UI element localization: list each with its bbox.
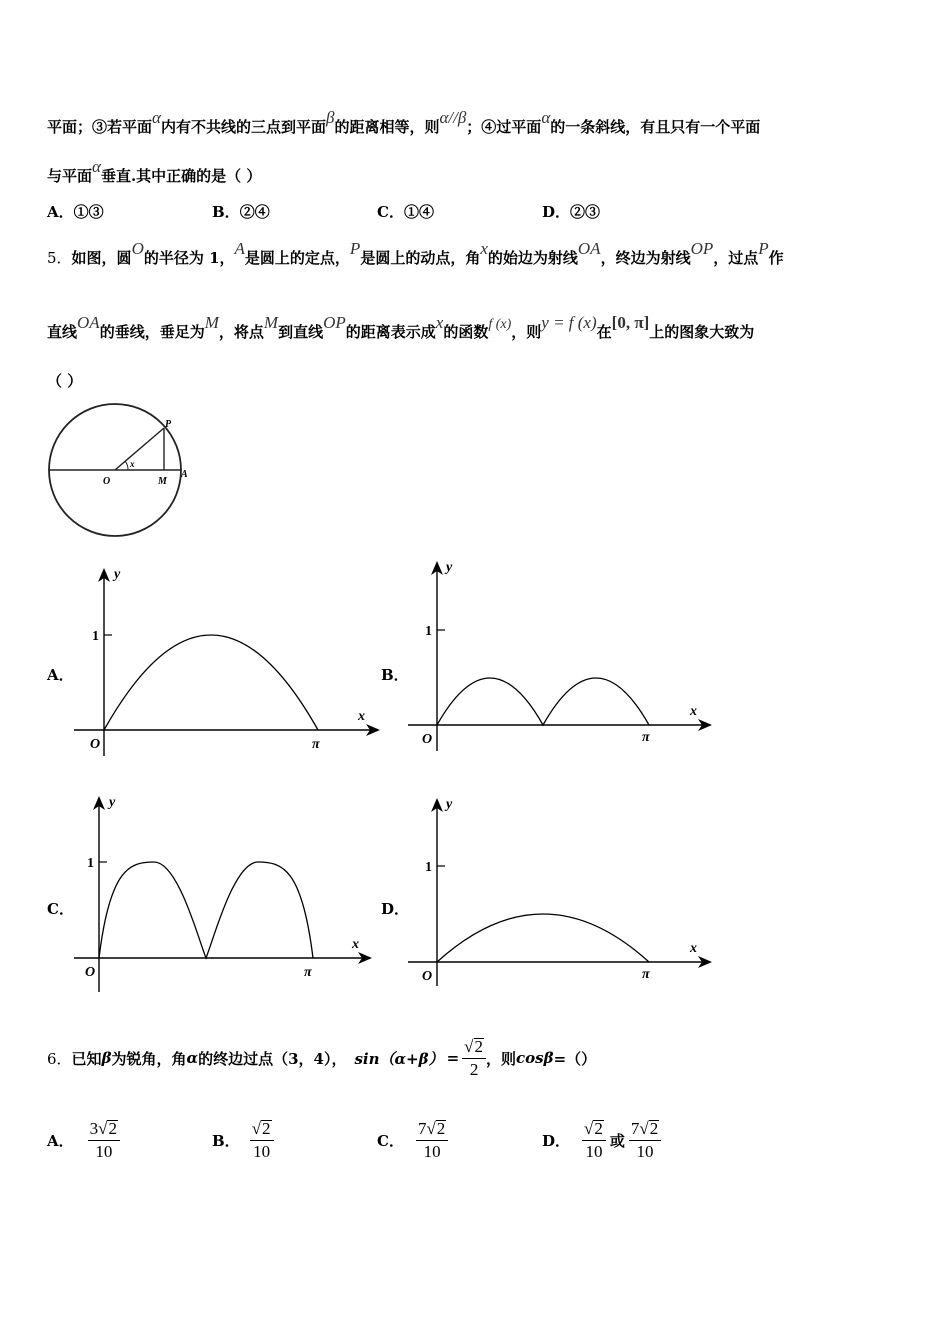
math-sin-alpha-beta: sin（α+β） <box>354 1049 444 1068</box>
denominator: 2 <box>469 1059 479 1079</box>
q6-text: 为锐角，角 <box>111 1049 187 1068</box>
math-OA: OA <box>77 313 100 332</box>
label-M: M <box>158 476 167 487</box>
q5-text: 的垂线，垂足为 <box>99 323 205 341</box>
math-P: P <box>758 239 769 258</box>
math-alpha: α <box>92 157 101 176</box>
q5-text: 上的图象大致为 <box>649 323 755 341</box>
function-curve <box>437 678 649 725</box>
graph-option-d[interactable] <box>404 790 724 990</box>
label-pi: π <box>304 965 312 980</box>
label-origin: O <box>422 969 433 984</box>
denominator: 10 <box>423 1141 441 1161</box>
graph-option-c-label: C． <box>47 900 74 918</box>
unit-circle-figure <box>40 398 200 543</box>
q4-text: 与平面 <box>47 167 93 185</box>
option-fraction: $\frac{√2}{10}$ <box>582 1118 606 1163</box>
q5-line3: （ ） <box>47 372 83 390</box>
q5-number: 5． <box>47 249 72 267</box>
label-x: x <box>130 459 135 469</box>
option-text: ①③ <box>73 203 104 221</box>
math-OP: OP <box>323 313 346 332</box>
q4-text: ；④过平面 <box>466 118 542 136</box>
math-OA: OA <box>577 239 601 258</box>
option-fraction: $\frac{3√2}{10}$ <box>88 1118 120 1163</box>
math-beta: β <box>101 1049 112 1067</box>
q6-text: =（） <box>553 1049 597 1068</box>
label-x: x <box>352 937 359 952</box>
q5-text: 如图，圆 <box>71 249 132 267</box>
label-y: y <box>446 797 453 812</box>
math-x: x <box>480 239 488 258</box>
option-text: ①④ <box>403 203 434 221</box>
q5-text: 到直线 <box>278 323 324 341</box>
label-one: 1 <box>425 860 432 875</box>
q6-text: ，则 <box>486 1049 517 1068</box>
q4-text: 的距离相等，则 <box>334 118 440 136</box>
q6-option-c[interactable] <box>377 1114 448 1166</box>
math-alpha: α <box>152 108 161 127</box>
q5-text: 是圆上的动点，角 <box>360 249 481 267</box>
label-x: x <box>690 941 697 956</box>
function-curve <box>437 914 649 962</box>
coefficient: 7 <box>417 1118 427 1138</box>
graph-option-b-label: B． <box>381 666 409 684</box>
or-word: 或 <box>609 1131 625 1150</box>
label-x: x <box>690 704 697 719</box>
q6-option-d[interactable] <box>542 1114 661 1166</box>
q5-text: 直线 <box>47 323 78 341</box>
option-label: A． <box>47 1131 74 1150</box>
q5-text: 的半径为 1， <box>143 249 235 267</box>
function-curve <box>104 635 318 730</box>
q4-text: 的一条斜线，有且只有一个平面 <box>550 118 761 136</box>
q4-text: 垂直.其中正确的是（ ） <box>100 167 262 185</box>
q4-option-c[interactable] <box>377 201 434 222</box>
q6-text: 的终边过点（3，4）， <box>198 1049 347 1068</box>
math-P: P <box>349 239 361 258</box>
q5-text: ，将点 <box>218 323 264 341</box>
angle-arc <box>125 461 128 470</box>
math-x: x <box>435 313 444 332</box>
q5-text: 的始边为射线 <box>487 249 578 267</box>
q6-text: 已知 <box>71 1049 102 1068</box>
q6-option-a[interactable] <box>47 1114 120 1166</box>
q5-text: 作 <box>768 249 784 267</box>
radicand: 2 <box>594 1118 603 1138</box>
radicand: 2 <box>649 1118 659 1138</box>
graph-option-a[interactable] <box>70 560 390 760</box>
math-M: M <box>204 313 219 332</box>
label-origin: O <box>422 732 433 747</box>
q4-line1 <box>47 108 761 137</box>
label-one: 1 <box>425 624 432 639</box>
q5-text: 的距离表示成 <box>345 323 436 341</box>
label-x: x <box>358 709 365 724</box>
math-fx: f (x) <box>488 317 512 332</box>
label-pi: π <box>642 967 650 982</box>
option-fraction-2: $\frac{7√2}{10}$ <box>629 1118 661 1163</box>
option-fraction: $\frac{√2}{10}$ <box>250 1118 274 1163</box>
q5-text: 在 <box>596 323 612 341</box>
denominator: 10 <box>636 1141 654 1161</box>
coefficient: 3 <box>89 1118 99 1138</box>
math-O: O <box>131 239 144 258</box>
q5-text: ，终边为射线 <box>600 249 691 267</box>
graph-option-b[interactable] <box>404 555 724 755</box>
q4-text: 平面；③若平面 <box>47 118 153 136</box>
q4-text: 内有不共线的三点到平面 <box>160 118 326 136</box>
math-yfx: y = f (x) <box>541 313 597 332</box>
coefficient: 7 <box>630 1118 640 1138</box>
label-P: P <box>165 419 172 430</box>
radicand: 2 <box>108 1118 117 1138</box>
label-pi: π <box>312 737 320 752</box>
q4-line2 <box>47 157 262 186</box>
q6-option-b[interactable] <box>212 1114 274 1166</box>
label-A: A <box>181 469 188 480</box>
math-alpha: α <box>541 108 551 127</box>
denominator: 10 <box>253 1141 271 1161</box>
option-label: D． <box>542 1131 571 1150</box>
label-one: 1 <box>92 629 99 644</box>
math-parallel: α//β <box>439 108 467 127</box>
radicand: 2 <box>436 1118 446 1138</box>
q5-text: ，则 <box>511 323 542 341</box>
label-pi: π <box>642 730 650 745</box>
label-y: y <box>114 567 121 582</box>
math-alpha: α <box>186 1049 199 1067</box>
denominator: 10 <box>95 1141 113 1161</box>
graph-option-c[interactable] <box>70 788 390 998</box>
option-label: C． <box>377 1131 404 1150</box>
label-one: 1 <box>87 856 94 871</box>
math-M: M <box>263 313 279 332</box>
q4-option-a[interactable] <box>47 201 104 222</box>
q5-text: 的函数 <box>443 323 489 341</box>
option-text: ②③ <box>570 203 601 221</box>
denominator: 10 <box>585 1141 603 1161</box>
q6-line <box>47 1030 596 1086</box>
option-label: C． <box>377 203 404 221</box>
math-A: A <box>234 239 245 258</box>
q4-option-b[interactable] <box>212 201 270 222</box>
option-label: B． <box>212 1131 240 1150</box>
option-label: A． <box>47 203 74 221</box>
function-curve <box>99 862 313 958</box>
graph-option-a-label: A． <box>47 666 74 684</box>
math-interval: [0, π] <box>611 313 650 332</box>
label-O: O <box>103 476 111 487</box>
q6-number: 6． <box>47 1049 72 1068</box>
q4-option-d[interactable] <box>542 201 600 222</box>
radicand: 2 <box>474 1036 484 1056</box>
q5-line1 <box>47 239 784 268</box>
option-text: ②④ <box>239 203 270 221</box>
q5-text: 是圆上的定点， <box>244 249 350 267</box>
fraction-sqrt2-over-2: $\frac{√2}{2}$ <box>462 1036 486 1081</box>
math-OP: OP <box>690 239 714 258</box>
q5-text: ，过点 <box>713 249 759 267</box>
option-label: D． <box>542 203 571 221</box>
radius-op <box>115 428 164 470</box>
option-fraction: $\frac{7√2}{10}$ <box>416 1118 448 1163</box>
option-label: B． <box>212 203 240 221</box>
graph-option-d-label: D． <box>381 900 410 918</box>
radicand: 2 <box>262 1118 271 1138</box>
label-origin: O <box>90 737 101 752</box>
math-beta: β <box>325 108 335 127</box>
label-y: y <box>446 560 453 575</box>
math-equals: = <box>446 1049 460 1067</box>
math-cos-beta: cosβ <box>516 1049 554 1067</box>
label-y: y <box>109 795 116 810</box>
label-origin: O <box>85 965 96 980</box>
q5-line2 <box>47 313 755 342</box>
